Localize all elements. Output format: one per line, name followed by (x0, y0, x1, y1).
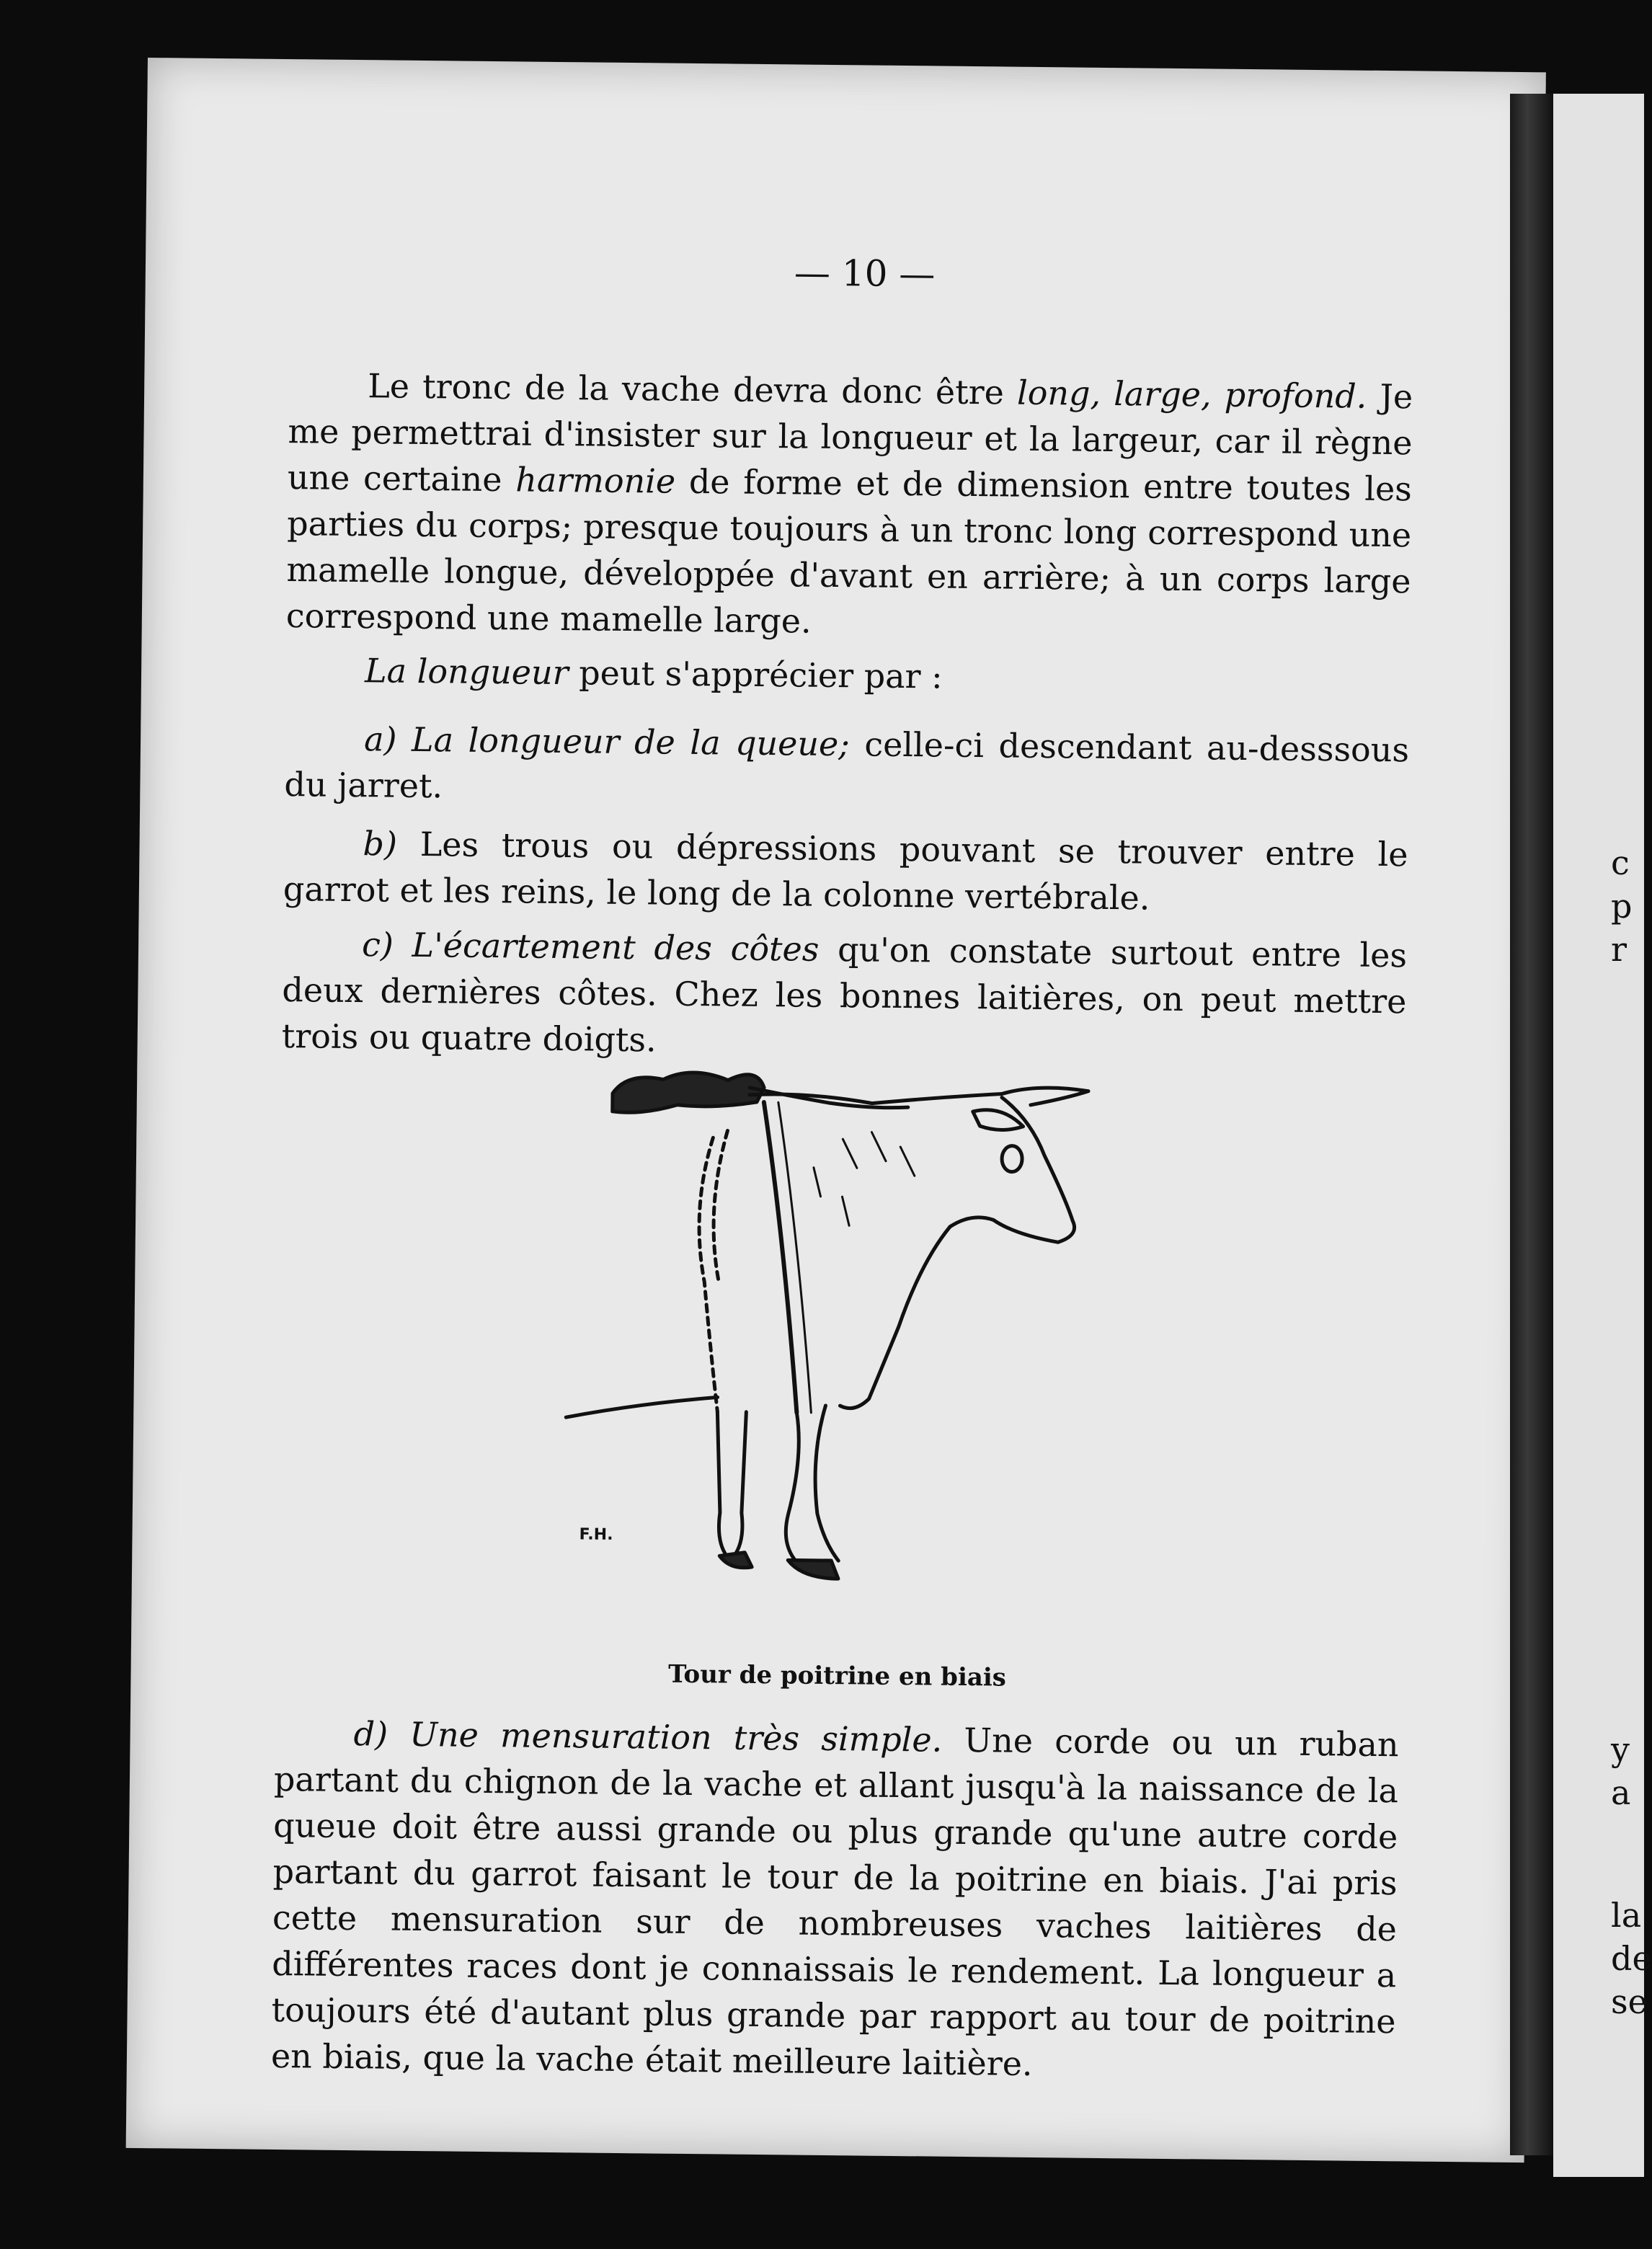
paragraph-item-a (284, 715, 1409, 819)
text-segment-italic: harmonie (515, 460, 676, 501)
text-segment: de forme et de dimension entre toutes les parties du corps; presque toujours à un tronc long correspond une mamelle longue, développée d'avant en arrière; à un corps large correspond une mamelle large. (285, 461, 1413, 641)
next-page-fragment: a (1611, 1773, 1631, 1812)
text-segment: Les trous ou dépressions pouvant se trouver entre le garrot et les reins, le long de la colonne vertébrale. (283, 824, 1408, 918)
illustrator-signature: F.H. (579, 1525, 613, 1544)
paragraph-item-b (283, 820, 1408, 923)
paragraph-item-d (271, 1710, 1399, 2090)
next-page-fragment: la (1611, 1896, 1642, 1935)
next-page-fragment: p (1611, 887, 1633, 926)
text-segment-italic: d) Une mensuration très simple. (353, 1714, 943, 1760)
page-number: — 10 — (794, 252, 936, 296)
text-segment: peut s'apprécier par : (568, 653, 943, 696)
paragraph-longueur (285, 647, 1411, 704)
next-page-fragment: se (1611, 1982, 1648, 2021)
book-gutter (1510, 94, 1553, 2155)
book-page (126, 58, 1546, 2162)
next-page-fragment: y (1611, 1730, 1630, 1769)
text-segment-italic: La longueur (364, 651, 569, 693)
text-segment: celle-ci descendant au-desssous du jarret. (284, 724, 1410, 806)
text-segment-italic: long, large, profond. (1016, 373, 1367, 416)
text-segment: Une corde ou un ruban partant du chignon de la vache et allant jusqu'à la naissance de la queue doit être aussi grande ou plus grande qu'une autre corde partant du garrot faisant le tour de la poitrine en biais. J'ai pris cette mensuration sur de nombreuses vaches laitières de différentes races dont je connaissais le rendement. La longueur a toujours été d'autant plus grande par rapport au tour de poitrine en biais, que la vache était meilleure laitière. (270, 1720, 1399, 2084)
text-segment: Je me permettrai d'insister sur la longueur et la largeur, car il règne une certaine (287, 376, 1413, 500)
next-page-fragment: de (1611, 1939, 1652, 1978)
text-segment: Le tronc de la vache devra donc être (367, 366, 1018, 412)
text-segment: qu'on constate surtout entre les deux dernières côtes. Chez les bonnes laitières, on peut mettre trois ou quatre doigts. (281, 929, 1408, 1060)
cow-illustration (564, 1021, 1262, 1662)
next-page-fragment: c (1611, 843, 1630, 882)
text-segment-italic: b) (363, 824, 398, 864)
next-page-edge (1553, 94, 1652, 2177)
text-segment-italic: c) L'écartement des côtes (361, 925, 820, 969)
paragraph-trunk (286, 362, 1413, 650)
text-segment-italic: a) La longueur de la queue; (363, 719, 851, 764)
figure-caption: Tour de poitrine en biais (667, 1659, 1007, 1693)
next-page-fragment: r (1611, 930, 1627, 969)
